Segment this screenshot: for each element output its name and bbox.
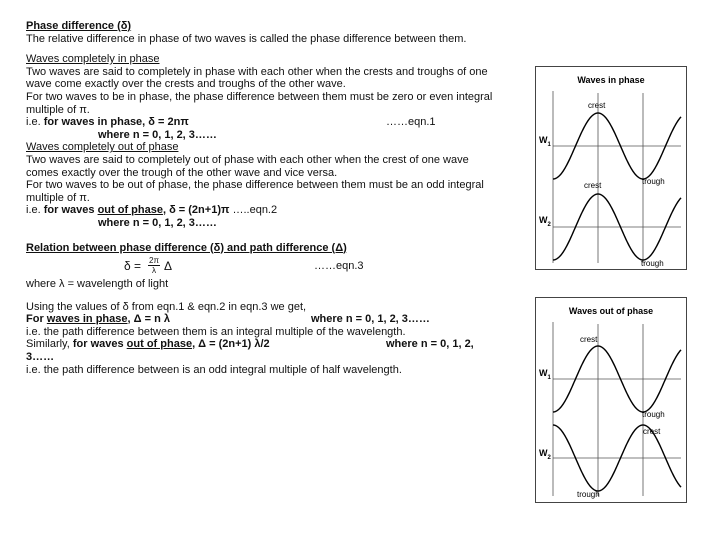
in-phase-path-explanation: i.e. the path difference between them is an integral multiple of the wavelength.: [26, 325, 406, 338]
crest-label: crest: [584, 181, 602, 190]
in-phase-path-post: , Δ = n λ: [127, 313, 170, 326]
out-phase-path-pre: for waves: [72, 338, 124, 351]
out-phase-eq-post: , δ = (2n+1)π: [162, 204, 230, 217]
relation-equation-row: [26, 254, 501, 278]
crest-label: crest: [643, 427, 661, 436]
in-phase-where: where n = 0, 1, 2, 3……: [98, 128, 217, 141]
ie-label: i.e.: [26, 204, 41, 217]
eqn2-label: …..eqn.2: [232, 204, 278, 217]
big-delta-symbol: Δ: [164, 259, 173, 274]
out-phase-path-underlined: out of phase: [126, 338, 193, 351]
fraction: [148, 256, 160, 275]
out-phase-path-where-cont: 3……: [26, 351, 55, 364]
crest-label: crest: [580, 335, 598, 344]
in-phase-equation: for waves in phase, δ = 2nπ: [43, 116, 189, 129]
figure-title: Waves out of phase: [568, 306, 654, 316]
out-phase-eq-underlined: out of phase: [97, 204, 163, 217]
in-phase-path-pre: For: [26, 313, 44, 326]
waves-in-phase-diagram: [536, 67, 686, 269]
in-phase-equation-row: [26, 116, 501, 129]
document-body: [26, 20, 501, 376]
crest-label: crest: [588, 101, 606, 110]
out-phase-equation-row: [26, 204, 501, 217]
trough-label: trough: [642, 410, 665, 419]
similarly-label: Similarly,: [26, 338, 70, 351]
out-phase-path-post: , Δ = (2n+1) λ/2: [192, 338, 270, 351]
out-phase-definition: Two waves are said to completely out of phase with each other when the crest of one wave comes exactly over the trough of the other wave and vice versa.: [26, 153, 469, 179]
ie-label: i.e.: [26, 116, 41, 129]
relation-heading: Relation between phase difference (δ) and path difference (Δ): [26, 241, 347, 254]
w1-label: $W_1$: [539, 368, 551, 381]
lambda-definition: where λ = wavelength of light: [26, 278, 169, 291]
in-phase-condition: For two waves to be in phase, the phase difference between them must be zero or even integral multiple of π.: [26, 90, 493, 116]
trough-label: trough: [642, 177, 665, 186]
in-phase-heading: Waves completely in phase: [26, 53, 160, 66]
eqn3-label: ……eqn.3: [314, 260, 364, 273]
out-phase-heading: Waves completely out of phase: [26, 141, 179, 154]
out-phase-path-explanation: i.e. the path difference between is an odd integral multiple of half wavelength.: [26, 363, 402, 376]
w2-label: $W_2$: [539, 215, 551, 228]
waves-out-of-phase-diagram: [536, 298, 686, 502]
in-phase-path-row: [26, 313, 501, 326]
fraction-numerator: 2π: [149, 256, 159, 266]
figure-title: Waves in phase: [577, 75, 645, 85]
out-phase-path-row: [26, 338, 501, 351]
in-phase-definition: Two waves are said to completely in phase with each other when the crests and troughs of one wave come exactly over the crests and troughs of the other wave.: [26, 65, 488, 91]
out-phase-condition: For two waves to be out of phase, the phase difference between them must be an odd integral multiple of π.: [26, 179, 484, 204]
waves-out-of-phase-figure: [535, 297, 687, 503]
trough-label: trough: [577, 490, 600, 499]
fraction-denominator: λ: [151, 266, 156, 276]
using-values-text: Using the values of δ from eqn.1 & eqn.2 in eqn.3 we get,: [26, 300, 307, 313]
out-phase-where: where n = 0, 1, 2, 3……: [98, 216, 217, 229]
eqn1-label: ……eqn.1: [386, 116, 436, 129]
trough-label: trough: [641, 259, 664, 268]
intro-paragraph: The relative difference in phase of two waves is called the phase difference between them.: [26, 32, 467, 45]
waves-in-phase-figure: [535, 66, 687, 270]
w2-label: $W_2$: [539, 448, 551, 461]
out-phase-eq-pre: for waves: [43, 204, 95, 217]
in-phase-path-where: where n = 0, 1, 2, 3……: [311, 313, 430, 326]
out-phase-path-where: where n = 0, 1, 2,: [386, 338, 474, 351]
delta-symbol: δ =: [124, 259, 142, 274]
in-phase-path-underlined: waves in phase: [46, 313, 128, 326]
page-title: Phase difference (δ): [26, 20, 132, 32]
w1-label: $W_1$: [539, 135, 551, 148]
